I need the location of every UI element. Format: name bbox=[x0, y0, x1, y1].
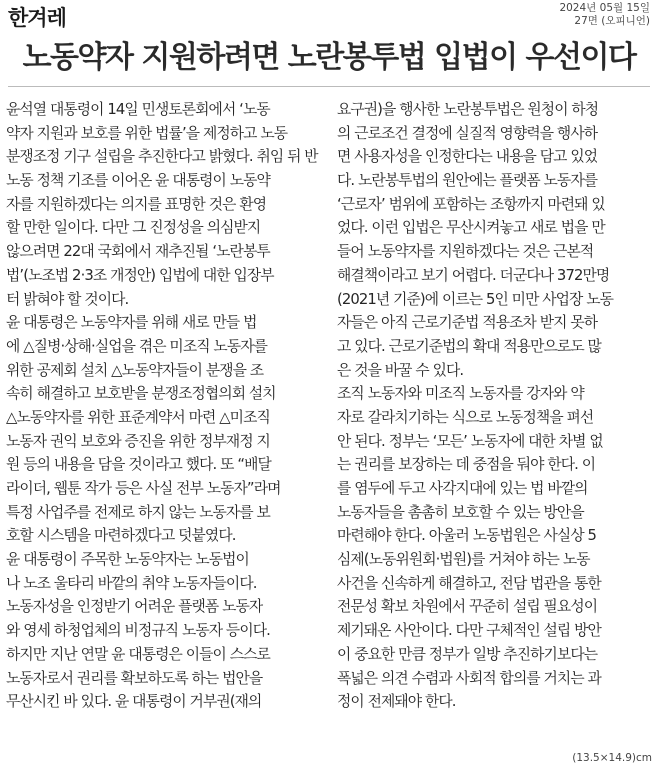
article-line: 나 노조 울타리 바깥의 취약 노동자들이다. bbox=[6, 574, 257, 592]
newspaper-logo: 한겨레 bbox=[8, 6, 66, 30]
article-line: 자들은 아직 근로기준법 적용조차 받지 못하 bbox=[337, 314, 598, 332]
article-line: 터 밝혀야 할 것이다. bbox=[6, 290, 129, 308]
article-column-left bbox=[6, 98, 324, 714]
article-size-note: (13.5×14.9)cm bbox=[572, 752, 652, 764]
article-line: △노동약자를 위한 표준계약서 마련 △미조직 bbox=[6, 408, 270, 426]
article-line: 노동자 권익 보호와 증진을 위한 정부재정 지 bbox=[6, 432, 270, 450]
article-line: 자를 지원하겠다는 의지를 표명한 것은 환영 bbox=[6, 195, 267, 213]
article-line: 다. 노란봉투법의 원안에는 플랫폼 노동자를 bbox=[337, 172, 598, 190]
masthead bbox=[0, 0, 658, 30]
article-line: 들어 노동약자를 지원하겠다는 것은 근본적 bbox=[337, 243, 594, 261]
article-line: 라이더, 웹툰 작가 등은 사실 전부 노동자”라며 bbox=[6, 480, 281, 497]
article-line: 약자 지원과 보호를 위한 법률’을 제정하고 노동 bbox=[6, 124, 288, 142]
article-line: 분쟁조정 기구 설립을 추진한다고 밝혔다. 취임 뒤 반 bbox=[6, 148, 318, 166]
article-line: 해결책이라고 보기 어렵다. 더군다나 372만명 bbox=[337, 266, 610, 284]
article-line: 노동 정책 기조를 이어온 윤 대통령이 노동약 bbox=[6, 172, 270, 190]
article-line: 원 등의 내용을 담을 것이라고 했다. 또 “배달 bbox=[6, 456, 271, 474]
article-line: 윤석열 대통령이 14일 민생토론회에서 ‘노동 bbox=[6, 101, 270, 118]
article-line: 노동자들을 촘촘히 보호할 수 있는 방안을 bbox=[337, 503, 584, 521]
article-line: 노동자로서 권리를 확보하도록 하는 법안을 bbox=[6, 669, 263, 687]
article-line: 폭넓은 의견 수렴과 사회적 합의를 거치는 과 bbox=[337, 669, 601, 687]
article-line: 심제(노동위원회·법원)를 거쳐야 하는 노동 bbox=[337, 551, 590, 569]
article-line: 면 사용자성을 인정한다는 내용을 담고 있었 bbox=[337, 148, 598, 166]
article-line: 법’(노조법 2·3조 개정안) 입법에 대한 입장부 bbox=[6, 266, 274, 284]
article-line: 할 만한 일이다. 다만 그 진정성을 의심받지 bbox=[6, 219, 261, 237]
article-line: 노동자성을 인정받기 어려운 플랫폼 노동자 bbox=[6, 598, 263, 616]
article-line: 의 근로조건 결정에 실질적 영향력을 행사하 bbox=[337, 124, 598, 142]
page-section: 27면 (오피니언) bbox=[574, 15, 650, 27]
publication-info bbox=[559, 2, 650, 28]
article-line: 안 된다. 정부는 ‘모든’ 노동자에 대한 차별 없 bbox=[337, 432, 603, 450]
article-headline: 노동약자 지원하려면 노란봉투법 입법이 우선이다 bbox=[22, 40, 636, 75]
article-line: 제기돼온 사안이다. 다만 구체적인 설립 방안 bbox=[337, 622, 601, 640]
article-line: 이 중요한 만큼 정부가 일방 추진하기보다는 bbox=[337, 645, 598, 663]
article-line: 정이 전제돼야 한다. bbox=[337, 693, 456, 711]
article-line: 마련해야 한다. 아울러 노동법원은 사실상 5 bbox=[337, 527, 597, 545]
article-line: 에 △질병·상해·실업을 겪은 미조직 노동자를 bbox=[6, 337, 267, 355]
article-line: 고 있다. 근로기준법의 확대 적용만으로도 많 bbox=[337, 337, 601, 355]
article-line: 요구권)을 행사한 노란봉투법은 원청이 하청 bbox=[337, 101, 599, 118]
article-line: 를 염두에 두고 사각지대에 있는 법 바깥의 bbox=[337, 480, 588, 497]
article-line: 는 권리를 보장하는 데 중점을 둬야 한다. 이 bbox=[337, 456, 596, 474]
article-line: 은 것을 바꿀 수 있다. bbox=[337, 361, 464, 379]
article-line: 조직 노동자와 미조직 노동자를 강자와 약 bbox=[337, 385, 584, 403]
article-line: 호할 시스템을 마련하겠다고 덧붙였다. bbox=[6, 527, 236, 545]
article-line: 무산시킨 바 있다. 윤 대통령이 거부권(재의 bbox=[6, 693, 262, 711]
publication-date: 2024년 05월 15일 bbox=[559, 2, 650, 14]
article-column-right bbox=[337, 98, 655, 714]
article-line: 었다. 이런 입법은 무산시켜놓고 새로 법을 만 bbox=[337, 219, 605, 237]
article-line: 사건을 신속하게 해결하고, 전담 법관을 통한 bbox=[337, 574, 601, 592]
article-line: 자로 갈라치기하는 식으로 노동정책을 펴선 bbox=[337, 408, 594, 426]
article-line: 윤 대통령이 주목한 노동약자는 노동법이 bbox=[6, 551, 249, 569]
article-line: (2021년 기준)에 이르는 5인 미만 사업장 노동 bbox=[337, 290, 614, 308]
article-line: 않으려면 22대 국회에서 재추진될 ‘노란봉투 bbox=[6, 243, 270, 261]
article-line: 속히 해결하고 보호받을 분쟁조정협의회 설치 bbox=[6, 385, 276, 403]
article-line: 윤 대통령은 노동약자를 위해 새로 만들 법 bbox=[6, 314, 257, 332]
article-line: 위한 공제회 설치 △노동약자들이 분쟁을 조 bbox=[6, 361, 264, 379]
article-line: 하지만 지난 연말 윤 대통령은 이들이 스스로 bbox=[6, 645, 270, 663]
headline-divider bbox=[8, 86, 650, 87]
article-line: 전문성 확보 차원에서 꾸준히 설립 필요성이 bbox=[337, 598, 598, 616]
article-line: ‘근로자’ 범위에 포함하는 조항까지 마련돼 있 bbox=[337, 195, 605, 213]
article-line: 특정 사업주를 전제로 하지 않는 노동자를 보 bbox=[6, 503, 270, 521]
article-line: 와 영세 하청업체의 비정규직 노동자 등이다. bbox=[6, 622, 270, 640]
